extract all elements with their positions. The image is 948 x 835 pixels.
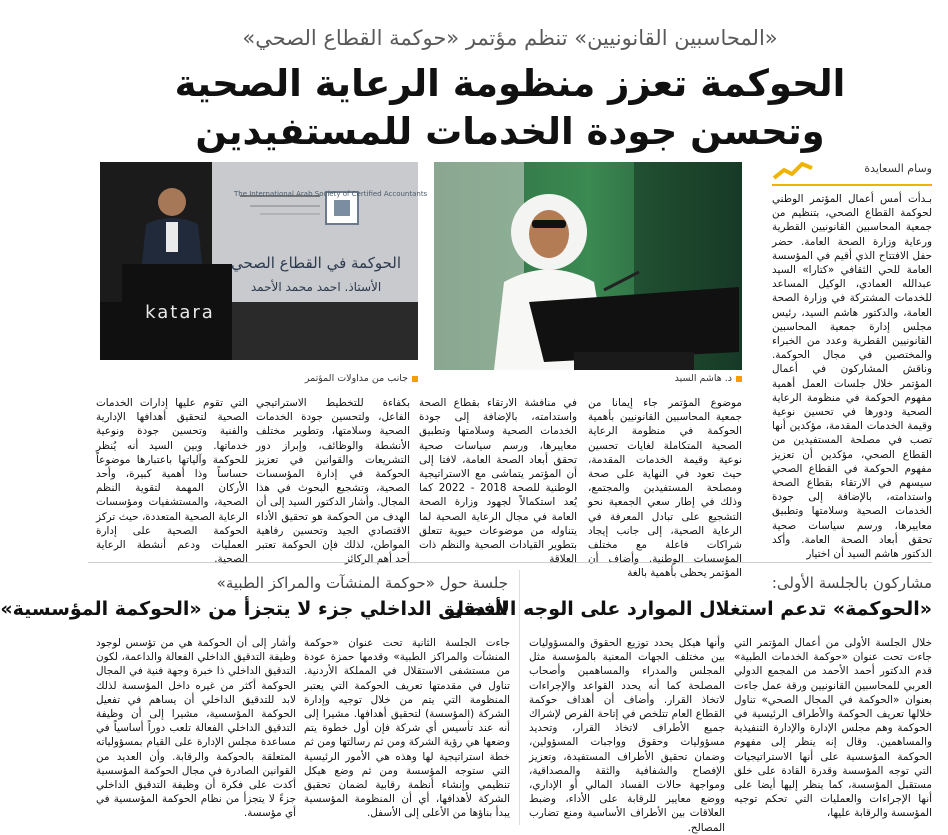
- speaker-photo-caption: [632, 373, 742, 384]
- session1-headline: «الحوكمة» تدعم استغلال الموارد على الوجه الأفضل: [447, 598, 932, 620]
- session2-headline: التدقيق الداخلي جزء لا يتجزأ من «الحوكمة المؤسسية»: [0, 598, 508, 620]
- growth-chart-icon: [772, 160, 816, 182]
- column-text: بـدأت أمس أعمال المؤتمر الوطني لحوكمة القطاع الصحي، بتنظيم من جمعية المحاسبين القانونيين القطرية ورعاية وزارة الصحة العامة. حضر حفل الافتتاح الذي أقيم في المؤسسة العامة للحي الثقافي «كتارا» السيد عبدالله العمادي، الوكيل المساعد للخدمات المشتركة في وزارة الصحة العامة، والدكتور هاشم السيد، رئيس مجلس إدارة جمعية المحاسبين القانونيين القطرية وعدد من الخبراء والمختصين في مجال الحوكمة. وناقش المشاركون في أعمال المؤتمر خلال جلسات العمل أهمية مفهوم الحوكمة في منظومة الرعاية الصحية ودورها في تحسين نوعية وقيمة الخدمات المقدمة، مؤكدين أنها تصب في مصلحة المستفيدين من القطاع الصحي، مؤكدين أن تعزيز مفهوم الحوكمة في القطاع الصحي سيسهم في الارتقاء بقطاع الصحة واستدامته، بالإضافة إلى جودة الخدمات الصحية وسلامتها وتطبيق معاييرها، ورسم سياسات صحية تحقق أبعاد الصحة العامة. وأكد الدكتور هاشم السيد أن اختيار: [772, 193, 932, 561]
- article-column-4: [256, 396, 410, 566]
- photo-speaker: [434, 162, 742, 370]
- byline-rule: [772, 184, 932, 186]
- session2-column-1: [304, 636, 510, 826]
- headline-line-1: الحوكمة تعزز منظومة الرعاية الصحية: [174, 62, 846, 105]
- slide-presenter: الأستاذ. احمد محمد الأحمد: [250, 280, 382, 294]
- article-column-1: [772, 192, 932, 561]
- caption-text: د. هاشم السيد: [674, 373, 732, 384]
- session1-kicker: مشاركون بالجلسة الأولى:: [771, 574, 932, 592]
- session2-kicker: جلسة حول «حوكمة المنشآت والمراكز الطبية»: [216, 574, 508, 592]
- speaker-photo-image: [434, 162, 742, 370]
- column-text: موضوع المؤتمر جاء إيمانا من جمعية المحاسبين القانونيين بأهمية الحوكمة في منظومة الرعاية الصحية المتكاملة لغايات تحسين نوعية وقيمة الخدمات المقدمة، حيث تعود في النهاية على صحة ومصلحة المستفيدين والمجتمع، وذلك في إطار سعي الجمعية نحو التشجيع على تبادل المعرفة في الرعاية الصحية، إلى جانب إيجاد شراكات فاعلة مع مختلف المؤسسات الوطنية. وأضاف أن المؤتمر يحظى بأهمية بالغة: [588, 397, 742, 580]
- byline-author: وسام السعايدة: [864, 162, 932, 175]
- photo-conference: [100, 162, 428, 360]
- column-text: خلال الجلسة الأولى من أعمال المؤتمر التي جاءت تحت عنوان «حوكمة الخدمات الطبية» قدم الدكتور أحمد الأحمد من المجمع الدولي العربي للمحاسبين القانونيين ورقة عمل جاءت بعنوان «الحوكمة في المجال الصحي» تناول خلالها تعريف الحوكمة والأطراف الرئيسية في الحوكمة وهم مجلس الإدارة والإدارة التنفيذية والمساهمين. وقال إنه ينظر إلى مفهوم الحوكمة المؤسسية على أنها الاستراتيجيات التي توجه المؤسسة وقدرة القادة على خلق مستقبل المؤسسة، كما ينظر إليها أيضا على أنها الإجراءات والعمليات التي تحكم توجيه المؤسسة والرقابة عليها،: [734, 637, 932, 820]
- caption-dot-icon: [736, 376, 742, 382]
- session1-column-2: [529, 636, 725, 834]
- slide-org-name: The International Arab Society of Certified Accountants: [234, 190, 428, 198]
- session2-column-2: [96, 636, 296, 826]
- article-column-2: [588, 396, 742, 580]
- article-column-5: [96, 396, 248, 566]
- conference-photo-caption: [302, 373, 418, 384]
- podium-katara-logo: katara: [145, 302, 215, 323]
- column-text: في منافشة الارتقاء بقطاع الصحة واستدامته، بالإضافة إلى جودة الخدمات الصحية وسلامتها وتطبيق معاييرها، ورسم سياسات صحية تحقق أبعاد الصحة العامة، لافتا إلى أن المؤتمر يتماشى مع الاستراتيجية الوطنية للصحة 2018 - 2022 كما يُعد استكمالاً لجهود وزارة الصحة العامة في مجال الرعاية الصحية لما يتناوله من موضوعات حيوية تتعلق بتطوير القيادات الصحية والنظم ذات العلاقة: [419, 397, 577, 566]
- byline: [772, 160, 932, 186]
- article-column-3: [419, 396, 577, 566]
- column-text: جاءت الجلسة الثانية تحت عنوان «حوكمة المنشآت والمراكز الطبية» وقدمها حمزة عودة من مستشفى الاستقلال في المملكة الأردنية. تناول في مقدمتها تعريف الحوكمة التي يعتبر المنظومة التي يتم من خلال توجيه وإدارة الشركة (المؤسسة) لتحقيق أهدافها. مشيرا إلى أنه عند تأسيس أي شركة فإن أول خطوة يتم وضعها هي رؤية الشركة ومن ثم رسالتها ومن ثم خطة استراتيجية لها وهذه هي الأمور الرئيسية التي ستوجه المؤسسة ومن ثم وضع هيكل تنظيمي وإنشاء أنظمة رقابية لضمان تحقيق الشركة لأهدافها، أي أن المنظومة المؤسسية يبدأ بناؤها من الأعلى إلى الأسفل.: [304, 637, 510, 820]
- caption-text: جانب من مداولات المؤتمر: [304, 373, 408, 384]
- column-text: بكفاءة للتخطيط الاستراتيجي الفاعل، ولتحسين جودة الخدمات الصحية وسلامتها، وتطوير مختلف الأنشطة والوظائف، وإبراز دور التشريعات والقوانين في تعزيز الحوكمة في إدارة المؤسسات الصحية، وتشجيع البحوث في هذا المجال. وأشار الدكتور السيد إلى أن الهدف من الحوكمة هو تحقيق الأداء الاقتصادي الجيد وتحسين رفاهية المواطن، لذلك فإن الحوكمة تعتبر أحد أهم الركائز: [256, 397, 410, 566]
- headline-line-2: وتحسن جودة الخدمات للمستفيدين: [195, 110, 825, 153]
- slide-title: الحوكمة في القطاع الصحي: [230, 254, 402, 272]
- session1-column-1: [734, 636, 932, 826]
- column-text: وأشار إلى أن الحوكمة هي من تؤسس لوجود وظيفة التدقيق الداخلي الفعالة والداعمة، لكون التدقيق الداخلي ذا خبرة وجهة فنية في المجال الحوكمة أكثر من غيره داخل المؤسسة لذلك لابد للتدقيق الداخلي أن يساهم في تفعيل الحوكمة المؤسسية، مشيرا إلى أن وظيفة التدقيق الداخلي الفعالة تلعب دوراً أساسياً في مساعدة مجلس الإدارة على القيام بمسؤولياته المتعلقة بالحوكمة والرقابة. وأن العديد من القوانين الصادرة في مجال الحوكمة المؤسسية أكدت على فكرة أن وظيفة التدقيق الداخلي جزءً لا يتجزأ من نظام الحوكمة المؤسسية في أي مؤسسة.: [96, 637, 296, 820]
- article-kicker: «المحاسبين القانونيين» تنظم مؤتمر «حوكمة القطاع الصحي»: [242, 26, 778, 50]
- column-text: التي تقوم عليها إدارات الخدمات الصحية لتحقيق أهدافها الإدارية والفنية وتحسين جودة ونوعية خدماتها. وبين السيد أنه يُنظر للحوكمة وآلياتها باعتبارها موضوعاً حساساً وذا أهمية كبيرة، وأحد الأركان المهمة لتقوية النظم الصحية، والمستشفيات ومؤسسات الرعاية الصحية المتعددة، حيث تركز الحوكمة الصحية على إدارة العمليات ودعم أنشطة الرعاية الصحية.: [96, 397, 248, 566]
- column-text: وأنها هيكل يحدد توزيع الحقوق والمسؤوليات بين مختلف الجهات المعنية بالمؤسسة مثل المجلس والمدراء والمساهمين وأصحاب المصلحة كما أنه يحدد القواعد والإجراءات لاتخاذ القرار. وأضاف أن أهداف حوكمة القطاع العام تتلخص في إتاحة الفرص لإشراك جميع الأطراف لاتخاذ القرار، وتحديد مسؤوليات وحقوق وواجبات المسؤولين، وضمان تحقيق الأطراف المستفيدة، وتعزيز الإفصاح والشفافية والثقة والمصداقية، ومواجهة حالات الفساد المالي أو الإداري، ووضع معايير للرقابة على الأداء، وضبط العلاقات بين الأطراف الأساسية ومنع تضارب المصالح.: [529, 637, 725, 834]
- caption-dot-icon: [412, 376, 418, 382]
- section-divider: [88, 562, 932, 563]
